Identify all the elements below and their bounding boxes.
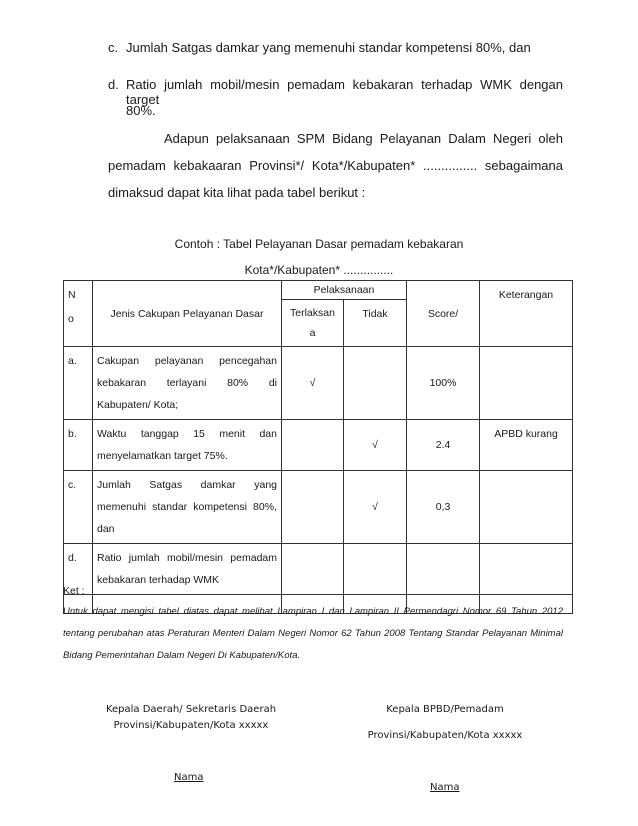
paragraph-line1: Adapun pelaksanaan SPM Bidang Pelayanan Dalam Negeri oleh bbox=[164, 131, 563, 146]
row-score: 100% bbox=[407, 347, 480, 420]
row-jenis-line2: kebakaran terlayani 80% di bbox=[97, 377, 277, 389]
table-caption-line2: Kota*/Kabupaten* ............... bbox=[244, 263, 394, 277]
row-jenis bbox=[93, 347, 282, 420]
row-no: d. bbox=[64, 544, 93, 595]
row-jenis-line1: Jumlah Satgas damkar yang bbox=[97, 479, 277, 491]
row-jenis bbox=[93, 420, 282, 471]
table-row bbox=[64, 471, 573, 544]
table-row bbox=[64, 420, 573, 471]
header-score: Score/ bbox=[407, 281, 480, 347]
service-table bbox=[63, 280, 573, 614]
row-score bbox=[407, 544, 480, 595]
header-terlaksana-line2: a bbox=[309, 327, 316, 339]
list-marker-d: d. bbox=[108, 77, 119, 92]
list-item-c-text: Jumlah Satgas damkar yang memenuhi standar kompetensi 80%, dan bbox=[126, 40, 531, 55]
list-marker-c: c. bbox=[108, 40, 119, 55]
paragraph-line2: pemadam kebakaaran Provinsi*/ Kota*/Kabupaten* ............... sebagaimana bbox=[108, 158, 563, 173]
header-terlaksana-line1: Terlaksan bbox=[290, 307, 335, 319]
table-caption-line1: Contoh : Tabel Pelayanan Dasar pemadam kebakaran bbox=[174, 237, 464, 251]
row-keterangan: APBD kurang bbox=[480, 420, 573, 471]
table-row bbox=[64, 347, 573, 420]
row-jenis bbox=[93, 544, 282, 595]
header-terlaksana bbox=[282, 300, 344, 347]
signature-right-title: Kepala BPBD/Pemadam bbox=[386, 704, 504, 715]
note-line2: tentang perubahan atas Peraturan Menteri Dalam Negeri Nomor 62 Tahun 2008 Tentang Standar Pelayanan Minimal bbox=[63, 628, 563, 639]
row-score: 0,3 bbox=[407, 471, 480, 544]
row-terlaksana-check: √ bbox=[282, 347, 344, 420]
row-terlaksana-check bbox=[282, 471, 344, 544]
signature-right-name: Nama bbox=[430, 782, 460, 793]
row-keterangan bbox=[480, 347, 573, 420]
table-row bbox=[64, 544, 573, 595]
signature-left-title: Kepala Daerah/ Sekretaris Daerah bbox=[105, 704, 277, 715]
row-jenis-line2: memenuhi standar kompetensi 80%, bbox=[97, 501, 277, 513]
ket-label: Ket : bbox=[63, 585, 85, 597]
note-line1: Untuk dapat mengisi tabel diatas dapat melihat Lampiran I dan Lampiran II Permendagri Nomor 69 Tahun 2012 bbox=[63, 606, 563, 617]
table-header-row bbox=[64, 281, 573, 300]
row-jenis-line1: Ratio jumlah mobil/mesin pemadam bbox=[97, 552, 277, 564]
row-terlaksana-check bbox=[282, 420, 344, 471]
row-jenis-line3: dan bbox=[97, 523, 115, 535]
header-no-bottom: o bbox=[68, 313, 74, 325]
row-jenis bbox=[93, 471, 282, 544]
row-keterangan bbox=[480, 471, 573, 544]
row-tidak-check: √ bbox=[344, 420, 407, 471]
row-tidak-check bbox=[344, 544, 407, 595]
header-jenis: Jenis Cakupan Pelayanan Dasar bbox=[93, 281, 282, 347]
signature-left-sub: Provinsi/Kabupaten/Kota xxxxx bbox=[113, 720, 269, 731]
row-terlaksana-check bbox=[282, 544, 344, 595]
row-no: b. bbox=[64, 420, 93, 471]
note-line3: Bidang Pemerintahan Dalam Negeri Di Kabupaten/Kota. bbox=[63, 650, 301, 661]
row-score: 2.4 bbox=[407, 420, 480, 471]
row-keterangan bbox=[480, 544, 573, 595]
signature-left-name: Nama bbox=[174, 772, 204, 783]
row-jenis-line3: Kabupaten/ Kota; bbox=[97, 399, 179, 411]
paragraph-line3: dimaksud dapat kita lihat pada tabel berikut : bbox=[108, 185, 366, 200]
header-no bbox=[64, 281, 93, 347]
row-tidak-check bbox=[344, 347, 407, 420]
row-jenis-line2: menyelamatkan target 75%. bbox=[97, 450, 228, 462]
header-tidak: Tidak bbox=[344, 300, 407, 347]
row-no: a. bbox=[64, 347, 93, 420]
row-no: c. bbox=[64, 471, 93, 544]
list-item-d-line1: Ratio jumlah mobil/mesin pemadam kebakaran terhadap WMK dengan target bbox=[126, 77, 563, 107]
row-jenis-line1: Cakupan pelayanan pencegahan bbox=[97, 355, 277, 367]
list-item-d-line2: 80%. bbox=[126, 103, 156, 118]
header-no-top: N bbox=[68, 289, 76, 301]
header-pelaksanaan: Pelaksanaan bbox=[282, 281, 407, 300]
signature-right-sub: Provinsi/Kabupaten/Kota xxxxx bbox=[367, 730, 523, 741]
row-tidak-check: √ bbox=[344, 471, 407, 544]
header-keterangan: Keterangan bbox=[480, 281, 573, 347]
row-jenis-line2: kebakaran terhadap WMK bbox=[97, 574, 219, 586]
row-jenis-line1: Waktu tanggap 15 menit dan bbox=[97, 428, 277, 440]
